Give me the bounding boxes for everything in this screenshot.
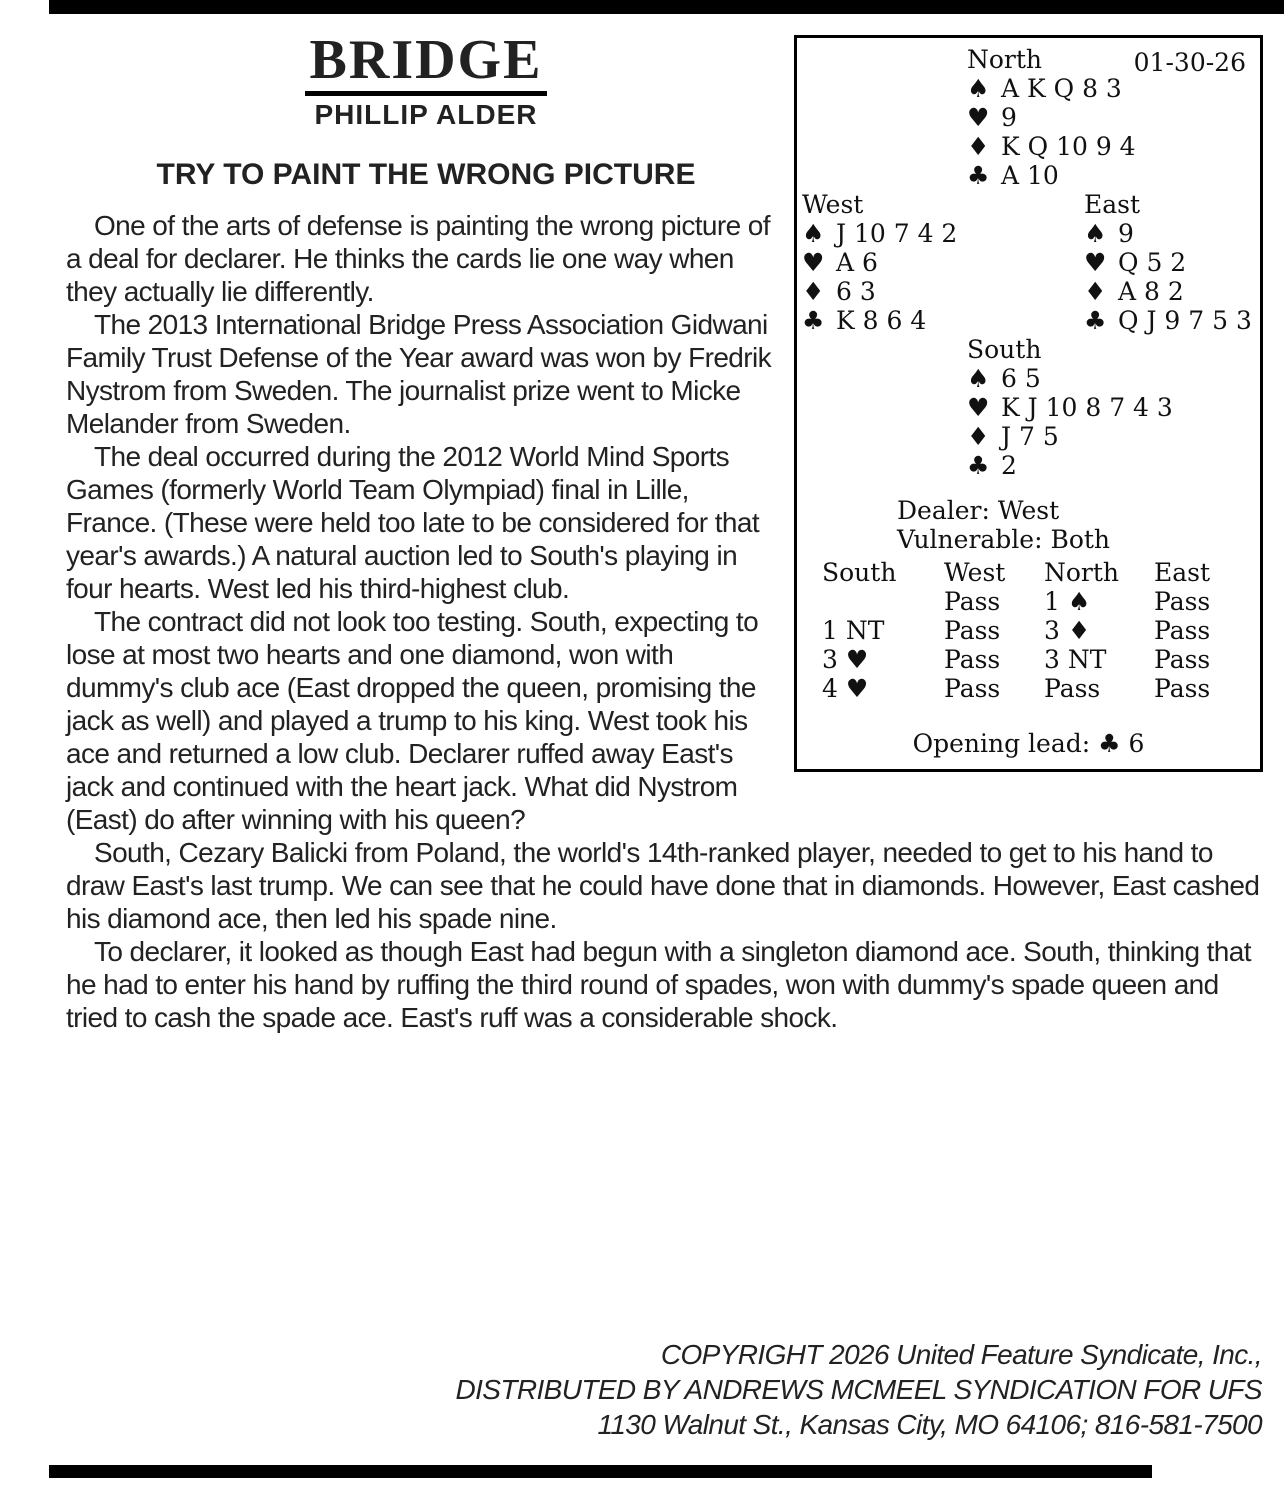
paragraph: The contract did not look too testing. South, expecting to lose at most two hearts and one diamond, won with dummy's club ace (East dropped the queen, promising the jack as well) and played a trump to his king. West took his ace and returned a low club. Declarer ruffed away East's jack and continued with the heart jack. What did Nystrom (East) do after winning with his queen?: [66, 606, 759, 835]
auction-cell: 3 NT: [1044, 645, 1107, 674]
deal-diagram-box: [794, 35, 1263, 772]
club-icon: ♣: [802, 306, 825, 335]
north-hearts: 9: [1001, 103, 1017, 132]
west-hearts: A 6: [836, 248, 878, 277]
north-diamonds: K Q 10 9 4: [1001, 132, 1136, 161]
heart-icon: ♥: [1084, 248, 1107, 277]
copyright-line: COPYRIGHT 2026 United Feature Syndicate, Inc.,: [660, 1339, 1262, 1370]
column-title: BRIDGE: [305, 32, 548, 96]
auction-col-east: East: [1154, 558, 1211, 587]
north-spades: A K Q 8 3: [1001, 74, 1122, 103]
east-diamonds: A 8 2: [1118, 277, 1184, 306]
west-diamonds: 6 3: [836, 277, 876, 306]
west-label: West: [802, 190, 864, 219]
north-label: North: [967, 45, 1043, 74]
auction-cell: Pass: [1154, 645, 1211, 674]
paragraph: One of the arts of defense is painting the wrong picture of a deal for declarer. He thinks the cards lie one way when they actually lie differently.: [66, 210, 770, 307]
south-diamonds: J 7 5: [1001, 422, 1059, 451]
spade-icon: ♠: [967, 74, 990, 103]
auction-cell: Pass: [944, 616, 1001, 645]
diamond-icon: ♦: [967, 132, 990, 161]
auction-table: [797, 558, 1260, 703]
auction-cell: Pass: [944, 587, 1001, 616]
auction-cell: [822, 587, 944, 616]
south-hand: [967, 335, 1260, 480]
paragraph: The deal occurred during the 2012 World Mind Sports Games (formerly World Team Olympiad) final in Lille, France. (These were held too late to be considered for that year's awards.) A natural auction led to South's playing in four hearts. West led his third-highest club.: [66, 441, 760, 604]
east-clubs: Q J 9 7 5 3: [1118, 306, 1252, 335]
paragraph: The 2013 International Bridge Press Association Gidwani Family Trust Defense of the Year award was won by Fredrik Nystrom from Sweden. The journalist prize went to Micke Melander from Sweden.: [66, 309, 772, 439]
bottom-rule: [49, 1465, 1152, 1478]
diamond-icon: ♦: [1084, 277, 1107, 306]
west-hand: [797, 190, 1084, 335]
club-icon: ♣: [967, 161, 990, 190]
auction-cell: 1 ♠: [1044, 587, 1091, 616]
south-hearts: K J 10 8 7 4 3: [1001, 393, 1173, 422]
diamond-icon: ♦: [967, 422, 990, 451]
auction-cell: 1 NT: [822, 616, 885, 645]
east-hearts: Q 5 2: [1118, 248, 1187, 277]
spade-icon: ♠: [802, 219, 825, 248]
heart-icon: ♥: [967, 393, 990, 422]
column-byline: PHILLIP ALDER: [314, 99, 538, 130]
east-hand: [1084, 190, 1260, 335]
auction-col-north: North: [1044, 558, 1120, 587]
diamond-icon: ♦: [802, 277, 825, 306]
copyright-line: DISTRIBUTED BY ANDREWS MCMEEL SYNDICATION FOR UFS: [455, 1374, 1262, 1405]
auction-cell: 3 ♦: [1044, 616, 1091, 645]
paragraph: To declarer, it looked as though East had begun with a singleton diamond ace. South, thinking that he had to enter his hand by ruffing the third round of spades, won with dummy's spade queen and tried to cash the spade ace. East's ruff was a considerable shock.: [66, 936, 1251, 1033]
west-east-hands: [797, 190, 1260, 335]
east-spades: 9: [1118, 219, 1134, 248]
copyright-line: 1130 Walnut St., Kansas City, MO 64106; 816-581-7500: [597, 1409, 1262, 1440]
heart-icon: ♥: [967, 103, 990, 132]
auction-cell: Pass: [944, 674, 1001, 703]
auction-cell: Pass: [1154, 587, 1211, 616]
south-spades: 6 5: [1001, 364, 1041, 393]
north-clubs: A 10: [1001, 161, 1059, 190]
auction-cell: 3 ♥: [822, 645, 869, 674]
south-clubs: 2: [1001, 451, 1017, 480]
auction-cell: 4 ♥: [822, 674, 869, 703]
east-label: East: [1084, 190, 1141, 219]
spade-icon: ♠: [1084, 219, 1107, 248]
auction-col-west: West: [944, 558, 1006, 587]
article-headline: TRY TO PAINT THE WRONG PICTURE: [156, 158, 696, 191]
heart-icon: ♥: [802, 248, 825, 277]
dealer-info: [897, 496, 1260, 554]
west-clubs: K 8 6 4: [836, 306, 927, 335]
dealer-line: Dealer: West: [897, 496, 1060, 525]
spade-icon: ♠: [967, 364, 990, 393]
west-spades: J 10 7 4 2: [836, 219, 958, 248]
copyright-block: [455, 1337, 1262, 1442]
club-icon: ♣: [967, 451, 990, 480]
auction-cell: Pass: [944, 645, 1001, 674]
south-label: South: [967, 335, 1042, 364]
vulnerable-line: Vulnerable: Both: [897, 525, 1111, 554]
paragraph: South, Cezary Balicki from Poland, the world's 14th-ranked player, needed to get to his hand to draw East's last trump. We can see that he could have done that in diamonds. However, East cashed his diamond ace, then led his spade nine.: [66, 837, 1260, 934]
article: [66, 20, 1263, 1034]
auction-cell: Pass: [1154, 616, 1211, 645]
auction-col-south: South: [822, 558, 897, 587]
auction-cell: Pass: [1154, 674, 1211, 703]
opening-lead: Opening lead: ♣ 6: [912, 729, 1145, 758]
top-rule: [49, 0, 1284, 14]
club-icon: ♣: [1084, 306, 1107, 335]
column-date: 01-30-26: [1133, 48, 1246, 77]
auction-cell: Pass: [1044, 674, 1101, 703]
